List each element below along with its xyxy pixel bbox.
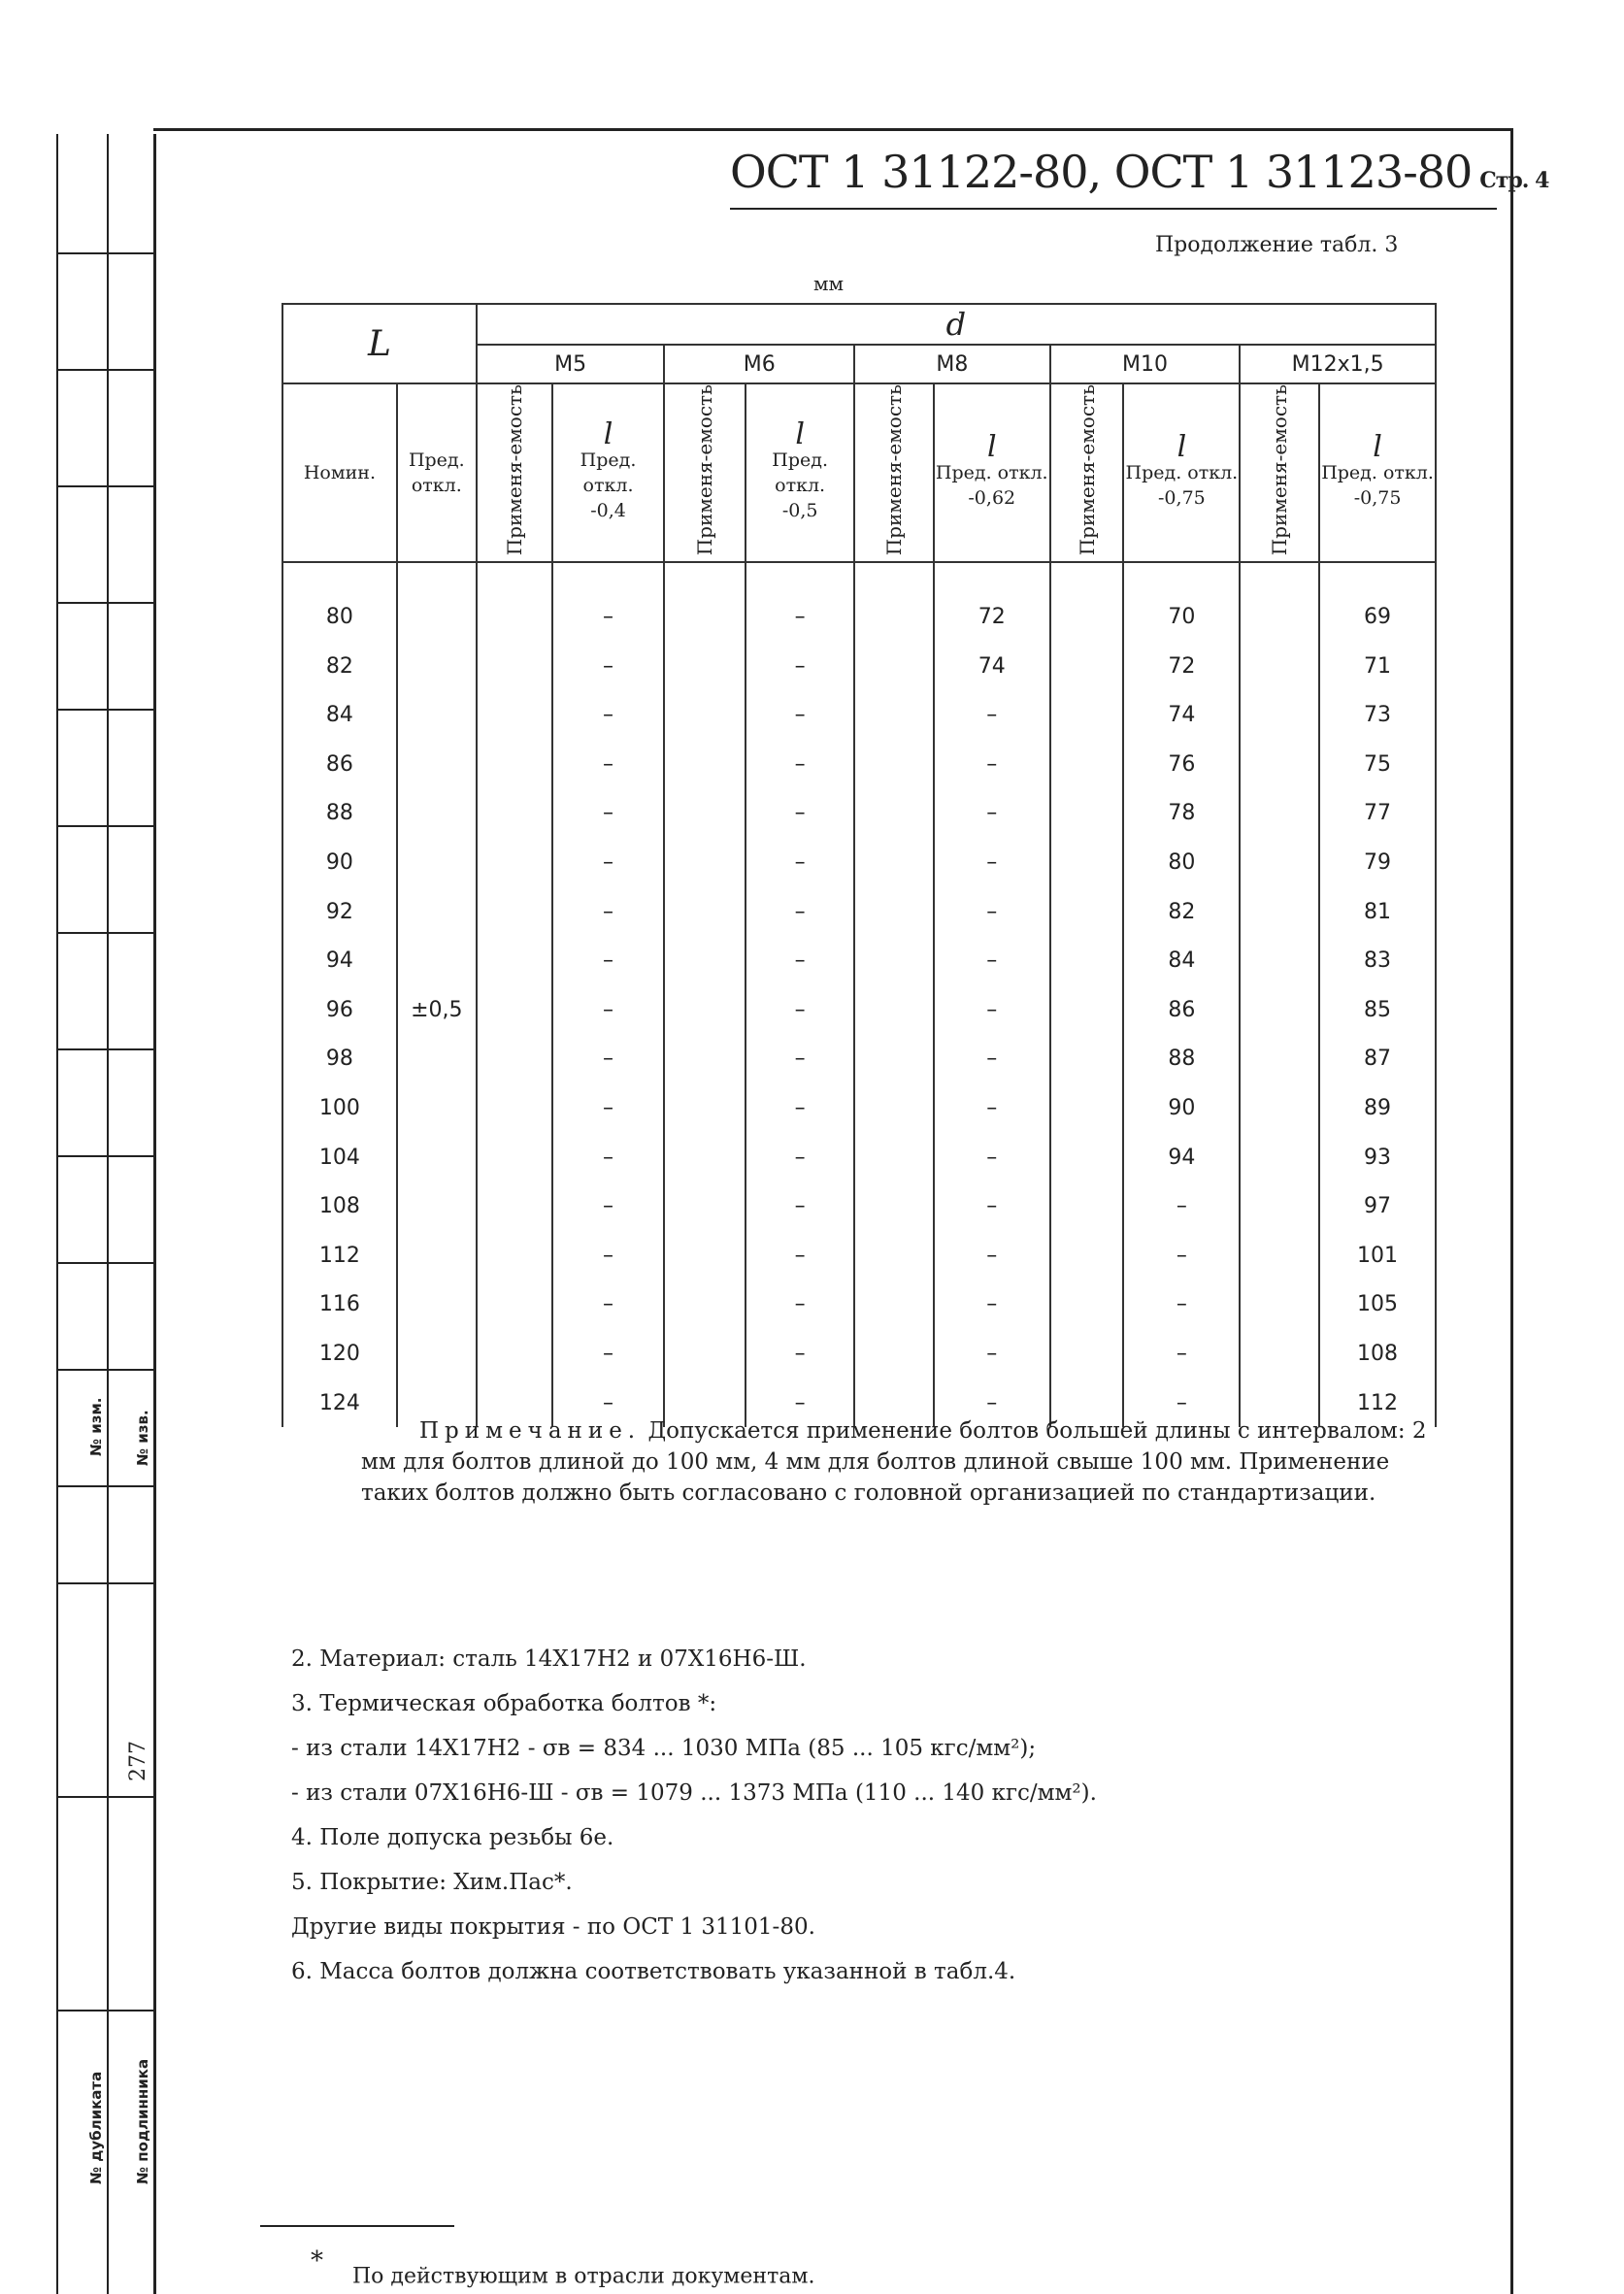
- cell-length-m6: –: [746, 1379, 854, 1428]
- cell-applicability: [1240, 1083, 1319, 1133]
- cell-length-m6: –: [746, 690, 854, 740]
- cell-length-m10: –: [1123, 1280, 1240, 1330]
- cell-applicability: [1240, 1181, 1319, 1231]
- cell-applicability: [664, 562, 746, 642]
- cell-length-m5: –: [552, 789, 665, 839]
- units-label: мм: [813, 272, 845, 295]
- cell-length-m5: –: [552, 1083, 665, 1133]
- cell-applicability: [1050, 562, 1124, 642]
- cell-length-m12: 79: [1319, 838, 1436, 887]
- cell-nominal: 94: [282, 936, 397, 985]
- header-deviation: Пред. откл.: [397, 383, 477, 562]
- cell-length-m8: 72: [934, 562, 1050, 642]
- cell-applicability: [477, 887, 552, 937]
- cell-nominal: 104: [282, 1133, 397, 1182]
- header-l-m6: l Пред. откл. -0,5: [746, 383, 854, 562]
- cell-applicability: [1240, 1231, 1319, 1280]
- cell-length-m10: 84: [1123, 936, 1240, 985]
- cell-length-m12: 77: [1319, 789, 1436, 839]
- cell-applicability: [477, 1133, 552, 1182]
- cell-applicability: [664, 887, 746, 937]
- header-L: L: [282, 304, 477, 383]
- frame-tick: [56, 1485, 153, 1487]
- frame-tick: [56, 252, 153, 254]
- list-item: 6. Масса болтов должна соответствовать указанной в табл.4.: [291, 1959, 1016, 1984]
- cell-applicability: [477, 1083, 552, 1133]
- frame-tick: [56, 1582, 153, 1584]
- cell-length-m12: 69: [1319, 562, 1436, 642]
- cell-nominal: 82: [282, 642, 397, 691]
- cell-applicability: [477, 1181, 552, 1231]
- cell-applicability: [477, 642, 552, 691]
- header-d: d: [477, 304, 1436, 345]
- cell-length-m10: 90: [1123, 1083, 1240, 1133]
- cell-applicability: [477, 740, 552, 789]
- cell-nominal: 108: [282, 1181, 397, 1231]
- list-item: 4. Поле допуска резьбы 6е.: [291, 1825, 614, 1850]
- cell-applicability: [854, 1133, 934, 1182]
- cell-applicability: [664, 642, 746, 691]
- cell-length-m10: 74: [1123, 690, 1240, 740]
- cell-length-m6: –: [746, 838, 854, 887]
- cell-nominal: 84: [282, 690, 397, 740]
- table-continuation: Продолжение табл. 3: [1155, 233, 1399, 257]
- header-l-m5: l Пред. откл. -0,4: [552, 383, 665, 562]
- list-item: - из стали 07Х16Н6-Ш - σв = 1079 ... 1373 МПа (110 ... 140 кгс/мм²).: [291, 1780, 1097, 1806]
- header-applicability: Применя-емость: [1050, 383, 1124, 562]
- list-item: 5. Покрытие: Хим.Пас*.: [291, 1870, 573, 1895]
- frame-tick: [56, 1369, 153, 1371]
- cell-applicability: [1050, 1280, 1124, 1330]
- cell-length-m6: –: [746, 789, 854, 839]
- header-applicability: Применя-емость: [477, 383, 552, 562]
- cell-applicability: [1240, 1035, 1319, 1084]
- cell-applicability: [664, 838, 746, 887]
- cell-length-m12: 97: [1319, 1181, 1436, 1231]
- cell-length-m5: –: [552, 1181, 665, 1231]
- cell-applicability: [854, 985, 934, 1035]
- cell-applicability: [1240, 887, 1319, 937]
- cell-applicability: [664, 1133, 746, 1182]
- thread-m5: M5: [477, 345, 665, 383]
- frame-tick: [56, 1796, 153, 1798]
- frame-line: [107, 134, 109, 2294]
- frame-tick: [56, 369, 153, 371]
- header-l-m8: l Пред. откл. -0,62: [934, 383, 1050, 562]
- cell-applicability: [854, 562, 934, 642]
- footnote-mark: *: [311, 2246, 323, 2276]
- cell-length-m5: –: [552, 740, 665, 789]
- cell-applicability: [477, 1035, 552, 1084]
- cell-length-m8: –: [934, 1083, 1050, 1133]
- cell-length-m8: –: [934, 1133, 1050, 1182]
- cell-applicability: [854, 789, 934, 839]
- header-underline: [730, 208, 1497, 210]
- cell-applicability: [1050, 1329, 1124, 1379]
- cell-length-m10: 72: [1123, 642, 1240, 691]
- cell-length-m5: –: [552, 887, 665, 937]
- cell-applicability: [1240, 740, 1319, 789]
- cell-applicability: [1240, 1133, 1319, 1182]
- cell-length-m5: –: [552, 642, 665, 691]
- page-header: [730, 146, 1548, 198]
- cell-applicability: [477, 838, 552, 887]
- cell-applicability: [1050, 642, 1124, 691]
- standard-title: ОСТ 1 31122-80, ОСТ 1 31123-80: [730, 146, 1473, 198]
- cell-length-m8: –: [934, 1231, 1050, 1280]
- cell-applicability: [854, 1280, 934, 1330]
- cell-length-m6: –: [746, 1231, 854, 1280]
- cell-length-m6: –: [746, 1133, 854, 1182]
- cell-length-m12: 87: [1319, 1035, 1436, 1084]
- cell-applicability: [664, 1083, 746, 1133]
- cell-length-m10: 78: [1123, 789, 1240, 839]
- cell-length-m8: –: [934, 690, 1050, 740]
- frame-tick: [56, 2010, 153, 2011]
- cell-length-m12: 93: [1319, 1133, 1436, 1182]
- cell-length-m5: –: [552, 1280, 665, 1330]
- requirements-list: [291, 1646, 1097, 2004]
- cell-applicability: [664, 690, 746, 740]
- cell-length-m8: –: [934, 838, 1050, 887]
- list-item: - из стали 14Х17Н2 - σв = 834 ... 1030 МПа (85 ... 105 кгс/мм²);: [291, 1736, 1037, 1761]
- side-label-dubl: № дубликата: [87, 2071, 105, 2184]
- cell-nominal: 124: [282, 1379, 397, 1428]
- frame-tick: [56, 709, 153, 711]
- cell-length-m5: –: [552, 1133, 665, 1182]
- thread-m12: M12x1,5: [1240, 345, 1436, 383]
- cell-applicability: [854, 690, 934, 740]
- thread-m8: M8: [854, 345, 1050, 383]
- frame-line: [56, 134, 58, 2294]
- cell-applicability: [1050, 887, 1124, 937]
- cell-length-m5: –: [552, 1379, 665, 1428]
- cell-length-m12: 85: [1319, 985, 1436, 1035]
- cell-applicability: [477, 1231, 552, 1280]
- cell-length-m5: –: [552, 1329, 665, 1379]
- frame-tick: [56, 932, 153, 934]
- cell-applicability: [664, 1280, 746, 1330]
- cell-length-m5: –: [552, 1231, 665, 1280]
- cell-length-m5: –: [552, 838, 665, 887]
- cell-length-m8: –: [934, 740, 1050, 789]
- cell-deviation: ±0,5: [397, 562, 477, 1427]
- cell-nominal: 98: [282, 1035, 397, 1084]
- side-label-izv: № изв.: [134, 1410, 151, 1466]
- cell-length-m6: –: [746, 1181, 854, 1231]
- footnote-separator: [260, 2225, 454, 2227]
- cell-applicability: [1240, 985, 1319, 1035]
- table-note: [361, 1415, 1439, 1509]
- cell-applicability: [1240, 1280, 1319, 1330]
- cell-length-m6: –: [746, 985, 854, 1035]
- cell-length-m12: 83: [1319, 936, 1436, 985]
- cell-applicability: [664, 789, 746, 839]
- cell-length-m10: 80: [1123, 838, 1240, 887]
- frame-tick: [56, 1155, 153, 1157]
- cell-length-m12: 105: [1319, 1280, 1436, 1330]
- cell-length-m12: 75: [1319, 740, 1436, 789]
- cell-applicability: [664, 740, 746, 789]
- frame-tick: [56, 1048, 153, 1050]
- header-applicability: Применя-емость: [1240, 383, 1319, 562]
- cell-applicability: [854, 1083, 934, 1133]
- cell-length-m8: –: [934, 1035, 1050, 1084]
- cell-applicability: [854, 642, 934, 691]
- cell-applicability: [1050, 985, 1124, 1035]
- footnote-text: По действующим в отрасли документам.: [352, 2264, 815, 2289]
- cell-applicability: [1050, 1083, 1124, 1133]
- cell-nominal: 100: [282, 1083, 397, 1133]
- cell-length-m10: –: [1123, 1379, 1240, 1428]
- thread-m10: M10: [1050, 345, 1241, 383]
- cell-applicability: [1050, 1181, 1124, 1231]
- cell-length-m12: 71: [1319, 642, 1436, 691]
- cell-applicability: [477, 690, 552, 740]
- bolt-length-table: [282, 303, 1437, 1427]
- cell-applicability: [664, 1181, 746, 1231]
- frame-tick: [56, 602, 153, 604]
- cell-length-m8: –: [934, 1329, 1050, 1379]
- cell-applicability: [854, 887, 934, 937]
- cell-length-m6: –: [746, 1280, 854, 1330]
- cell-length-m6: –: [746, 1083, 854, 1133]
- header-applicability: Применя-емость: [664, 383, 746, 562]
- cell-length-m6: –: [746, 1035, 854, 1084]
- cell-applicability: [1240, 690, 1319, 740]
- frame-tick: [56, 1262, 153, 1264]
- cell-length-m6: –: [746, 740, 854, 789]
- cell-applicability: [664, 1231, 746, 1280]
- cell-applicability: [854, 936, 934, 985]
- cell-applicability: [1240, 936, 1319, 985]
- cell-nominal: 112: [282, 1231, 397, 1280]
- cell-length-m5: –: [552, 936, 665, 985]
- cell-length-m6: –: [746, 642, 854, 691]
- cell-length-m5: –: [552, 1035, 665, 1084]
- cell-length-m10: 82: [1123, 887, 1240, 937]
- cell-length-m6: –: [746, 936, 854, 985]
- cell-length-m5: –: [552, 985, 665, 1035]
- cell-length-m8: –: [934, 985, 1050, 1035]
- list-item: 3. Термическая обработка болтов *:: [291, 1691, 717, 1716]
- frame-tick: [56, 485, 153, 487]
- cell-applicability: [477, 1280, 552, 1330]
- frame-line: [1510, 128, 1513, 2294]
- cell-length-m12: 101: [1319, 1231, 1436, 1280]
- cell-length-m10: 76: [1123, 740, 1240, 789]
- cell-applicability: [854, 838, 934, 887]
- frame-line: [153, 134, 156, 2294]
- cell-length-m10: –: [1123, 1231, 1240, 1280]
- thread-m6: M6: [664, 345, 854, 383]
- cell-length-m10: 94: [1123, 1133, 1240, 1182]
- footnote: [311, 2246, 815, 2289]
- cell-length-m8: 74: [934, 642, 1050, 691]
- cell-length-m8: –: [934, 887, 1050, 937]
- cell-length-m8: –: [934, 1280, 1050, 1330]
- cell-nominal: 92: [282, 887, 397, 937]
- cell-applicability: [664, 1035, 746, 1084]
- header-l-m10: l Пред. откл. -0,75: [1123, 383, 1240, 562]
- cell-applicability: [854, 1181, 934, 1231]
- list-item: Другие виды покрытия - по ОСТ 1 31101-80.: [291, 1914, 815, 1940]
- page-number: Стр. 4: [1479, 168, 1549, 193]
- cell-applicability: [854, 740, 934, 789]
- cell-applicability: [1240, 562, 1319, 642]
- cell-applicability: [477, 985, 552, 1035]
- cell-length-m8: –: [934, 936, 1050, 985]
- header-applicability: Применя-емость: [854, 383, 934, 562]
- cell-length-m8: –: [934, 789, 1050, 839]
- note-text: Допускается применение болтов большей длины с интервалом: 2 мм для болтов длиной до 100 мм, 4 мм для болтов длиной свыше 100 мм. Применение таких болтов должно быть согласовано с головной организацией по стандартизации.: [361, 1418, 1427, 1506]
- cell-applicability: [1050, 936, 1124, 985]
- cell-length-m10: 86: [1123, 985, 1240, 1035]
- cell-length-m5: –: [552, 690, 665, 740]
- cell-length-m12: 81: [1319, 887, 1436, 937]
- cell-applicability: [1050, 838, 1124, 887]
- cell-length-m6: –: [746, 887, 854, 937]
- cell-applicability: [1050, 740, 1124, 789]
- cell-length-m12: 89: [1319, 1083, 1436, 1133]
- cell-applicability: [477, 562, 552, 642]
- frame-tick: [56, 825, 153, 827]
- cell-applicability: [1050, 690, 1124, 740]
- table-row: [282, 562, 1436, 642]
- cell-nominal: 90: [282, 838, 397, 887]
- side-label-izm: № изм.: [87, 1397, 105, 1456]
- cell-applicability: [477, 936, 552, 985]
- cell-applicability: [854, 1329, 934, 1379]
- cell-length-m6: –: [746, 562, 854, 642]
- cell-applicability: [1050, 1231, 1124, 1280]
- cell-nominal: 116: [282, 1280, 397, 1330]
- cell-length-m12: 112: [1319, 1379, 1436, 1428]
- cell-applicability: [1240, 838, 1319, 887]
- cell-length-m12: 73: [1319, 690, 1436, 740]
- cell-length-m10: –: [1123, 1181, 1240, 1231]
- cell-length-m6: –: [746, 1329, 854, 1379]
- table-body: [282, 562, 1436, 1427]
- cell-nominal: 88: [282, 789, 397, 839]
- cell-applicability: [1050, 789, 1124, 839]
- cell-applicability: [1240, 1329, 1319, 1379]
- cell-applicability: [1050, 1133, 1124, 1182]
- side-label-podl: № подлинника: [134, 2058, 151, 2184]
- note-title: Примечание.: [419, 1418, 642, 1444]
- header-nominal: Номин.: [282, 383, 397, 562]
- cell-applicability: [854, 1035, 934, 1084]
- cell-applicability: [664, 985, 746, 1035]
- cell-applicability: [1240, 789, 1319, 839]
- side-sheet-number: 277: [126, 1741, 150, 1781]
- cell-length-m8: –: [934, 1379, 1050, 1428]
- cell-length-m10: 88: [1123, 1035, 1240, 1084]
- cell-applicability: [1240, 642, 1319, 691]
- cell-nominal: 80: [282, 562, 397, 642]
- cell-applicability: [664, 1329, 746, 1379]
- header-l-m12: l Пред. откл. -0,75: [1319, 383, 1436, 562]
- cell-length-m5: –: [552, 562, 665, 642]
- cell-length-m10: 70: [1123, 562, 1240, 642]
- cell-length-m10: –: [1123, 1329, 1240, 1379]
- cell-nominal: 86: [282, 740, 397, 789]
- frame-line: [153, 128, 1512, 131]
- cell-applicability: [477, 1329, 552, 1379]
- cell-applicability: [477, 789, 552, 839]
- cell-applicability: [854, 1231, 934, 1280]
- cell-length-m8: –: [934, 1181, 1050, 1231]
- cell-applicability: [1050, 1035, 1124, 1084]
- cell-nominal: 96: [282, 985, 397, 1035]
- list-item: 2. Материал: сталь 14Х17Н2 и 07Х16Н6-Ш.: [291, 1646, 807, 1672]
- cell-length-m12: 108: [1319, 1329, 1436, 1379]
- cell-nominal: 120: [282, 1329, 397, 1379]
- cell-applicability: [664, 936, 746, 985]
